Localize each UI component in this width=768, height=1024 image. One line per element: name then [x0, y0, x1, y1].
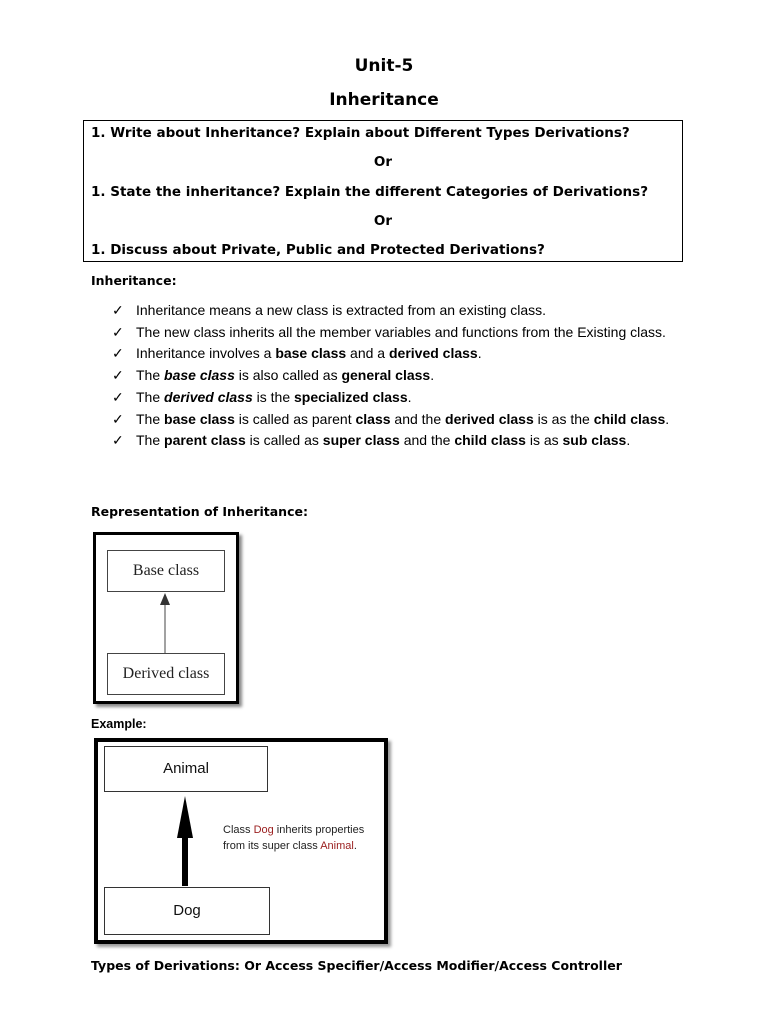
list-item: ✓ The base class is also called as general class. [112, 365, 680, 387]
example-diagram [94, 738, 388, 944]
page-title: Inheritance [329, 90, 439, 110]
question-3: 1. Discuss about Private, Public and Protected Derivations? [91, 242, 545, 258]
checkmark-icon: ✓ [112, 345, 124, 362]
or-separator-2: Or [373, 213, 393, 229]
inheritance-diagram [93, 532, 239, 704]
checkmark-icon: ✓ [112, 410, 124, 427]
inheritance-bullet-list [112, 300, 680, 452]
question-1: 1. Write about Inheritance? Explain about Different Types Derivations? [91, 125, 630, 141]
list-item: ✓ Inheritance involves a base class and a derived class. [112, 343, 680, 365]
unit-heading: Unit-5 [354, 56, 414, 76]
list-item: ✓ Inheritance means a new class is extracted from an existing class. [112, 300, 680, 322]
types-of-derivations-heading: Types of Derivations: Or Access Specifier/Access Modifier/Access Controller [91, 958, 622, 973]
checkmark-icon: ✓ [112, 388, 124, 405]
checkmark-icon: ✓ [112, 367, 124, 384]
list-item: ✓ The derived class is the specialized class. [112, 387, 680, 409]
question-2: 1. State the inheritance? Explain the different Categories of Derivations? [91, 184, 649, 200]
list-item: ✓ The new class inherits all the member variables and functions from the Existing class. [112, 322, 680, 344]
or-separator-1: Or [373, 154, 393, 170]
example-heading: Example: [91, 717, 147, 731]
base-class-box: Base class [107, 550, 225, 592]
representation-heading: Representation of Inheritance: [91, 504, 308, 519]
derived-class-box: Derived class [107, 653, 225, 695]
animal-box: Animal [104, 746, 268, 792]
checkmark-icon: ✓ [112, 302, 124, 318]
checkmark-icon: ✓ [112, 432, 124, 449]
inheritance-heading: Inheritance: [91, 273, 177, 288]
inheritance-note: Class Dog inherits properties from its super class Animal. [223, 824, 365, 852]
list-item: ✓ The base class is called as parent class and the derived class is as the child class. [112, 409, 680, 431]
questions-box [83, 120, 683, 262]
list-item: ✓ The parent class is called as super class and the child class is as sub class. [112, 430, 680, 452]
checkmark-icon: ✓ [112, 323, 124, 340]
dog-box: Dog [104, 887, 270, 935]
